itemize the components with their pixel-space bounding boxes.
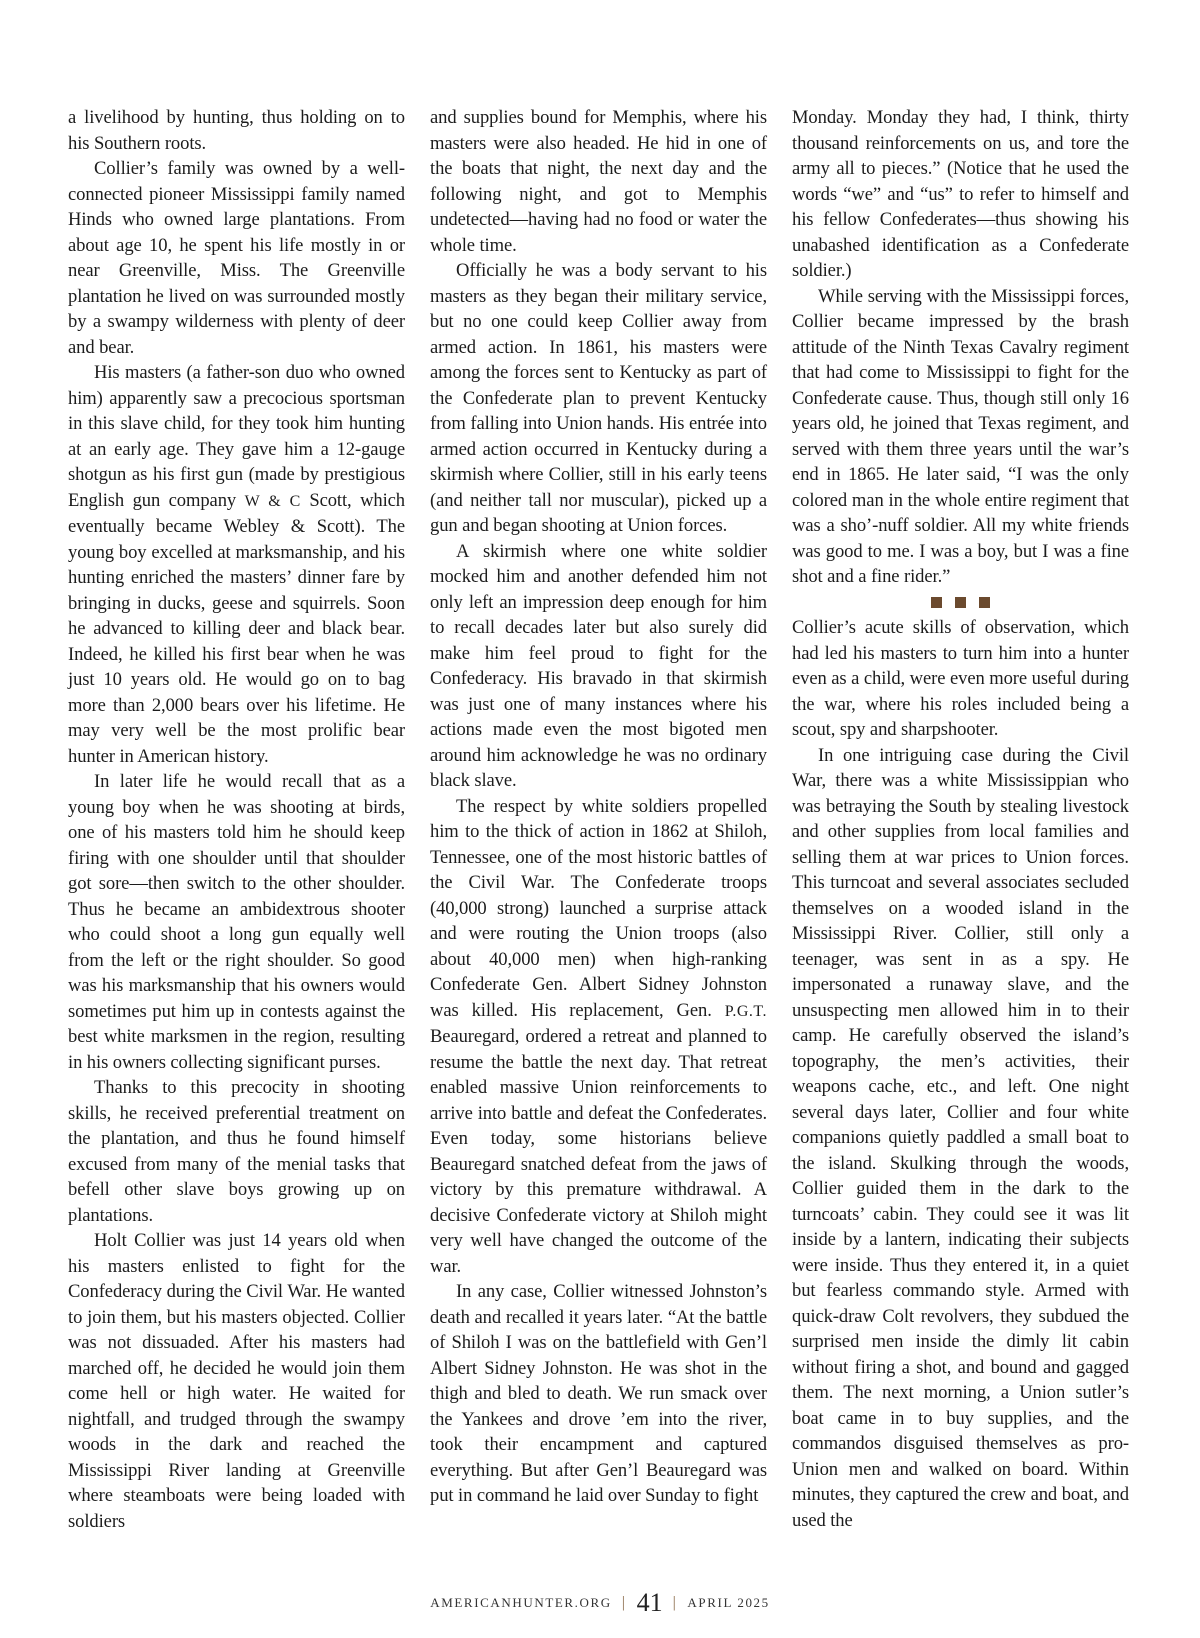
paragraph: In one intriguing case during the Civil War, there was a white Mississippian who was betraying the South by stealing livestock and other supplies from local families and selling them at war prices to Union forces. This turncoat and several associates secluded themselves on a wooded island in the Mississippi River. Collier, still only a teenager, was sent in as a spy. He impersonated a runaway slave, and the unsuspecting men allowed him in to their camp. He carefully observed the island’s topography, the men’s activities, their weapons cache, etc., and left. One night several days later, Collier and four white companions quietly paddled a small boat to the island. Skulking through the woods, Collier guided them in the dark to the turncoats’ cabin. They could see it was lit inside by a lantern, indicating their subjects were inside. Thus they entered it, in a quiet but fearless commando style. Armed with quick-draw Colt revolvers, they subdued the surprised men inside the dimly lit cabin without firing a shot, and bound and gagged them. The next morning, a Union sutler’s boat came in to buy supplies, and the commandos disguised themselves as pro-Union men and walked on board. Within minutes, they captured the crew and boat, and used the xyxy=(792,744,1129,1531)
paragraph: A skirmish where one white soldier mocked him and another defended him not only left an impression deep enough for him to recall decades later but also surely did make him feel proud to fight for the Confederacy. His bravado in that skirmish was just one of many instances where his actions made even the most bigoted men around him acknowledge he was no ordinary black slave. xyxy=(430,540,767,791)
paragraph: While serving with the Mississippi forces, Collier became impressed by the brash attitude of the Ninth Texas Cavalry regiment that had come to Mississippi to fight for the Confederate cause. Thus, though still only 16 years old, he joined that Texas regiment, and served with them three years until the war’s end in 1865. He later said, “I was the only colored man in the whole entire regiment that was a sho’-nuff soldier. All my white friends was good to me. I was a boy, but I was a fine shot and a fine rider.” xyxy=(792,285,1129,587)
paragraph: In any case, Collier witnessed Johnston’s death and recalled it years later. “At the battle of Shiloh I was on the battlefield with Gen’l Albert Sidney Johnston. He was shot in the thigh and bled to death. We run smack over the Yankees and drove ’em into the river, took their encampment and captured everything. But after Gen’l Beauregard was put in command he laid over Sunday to fight xyxy=(430,1281,767,1506)
text-run: The respect by white soldiers propelled him to the thick of action in 1862 at Shiloh, Tennessee, one of the most historic battles of the Civil War. The Confederate troops (40,000 strong) launched a surprise attack and were routing the Union troops (also about 40,000 men) when high-ranking Confederate Gen. Albert Sidney Johnston was killed. His replacement, Gen. xyxy=(430,795,767,1021)
footer-issue: APRIL 2025 xyxy=(687,1595,770,1610)
article-column-2 xyxy=(430,105,767,1509)
initials-smallcaps: P.G.T. xyxy=(724,1002,767,1020)
paragraph: Collier’s acute skills of observation, which had led his masters to turn him into a hunter even as a child, were even more useful during the war, where his roles included being a scout, spy and sharpshooter. xyxy=(792,617,1129,740)
text-run: His masters (a father-son duo who owned him) apparently saw a precocious sportsman in this slave child, for they took him hunting at an early age. They gave him a 12-gauge shotgun as his first gun (made by prestigious English gun company xyxy=(68,362,405,511)
paragraph: a livelihood by hunting, thus holding on to his Southern roots. xyxy=(68,107,405,154)
article-column-3 xyxy=(792,105,1129,1533)
page-number: 41 xyxy=(636,1588,663,1617)
paragraph: Officially he was a body servant to his masters as they began their military service, but no one could keep Collier away from armed action. In 1861, his masters were among the forces sent to Kentucky as part of the Confederate plan to prevent Kentucky from falling into Union hands. His entrée into armed action occurred in Kentucky during a skirmish where Collier, still in his early teens (and neither tall nor muscular), picked up a gun and began shooting at Union forces. xyxy=(430,260,767,536)
paragraph: Thanks to this precocity in shooting skills, he received preferential treatment on the plantation, and thus he found himself excused from many of the menial tasks that befell other slave boys growing up on plantations. xyxy=(68,1077,405,1226)
text-run: Scott, which eventually became Webley & Scott). The young boy excelled at marksmanship, and his hunting enriched the masters’ dinner fare by bringing in ducks, geese and squirrels. Soon he advanced to killing deer and black bear. Indeed, he killed his first bear when he was just 10 years old. He would go on to bag more than 2,000 bears over his lifetime. He may very well be the most prolific bear hunter in American history. xyxy=(68,489,406,767)
divider-square-icon xyxy=(979,597,990,608)
footer-separator: | xyxy=(672,1594,678,1611)
company-name-smallcaps: W & C xyxy=(244,492,301,510)
page-footer xyxy=(0,1588,1200,1618)
paragraph xyxy=(68,360,405,769)
divider-square-icon xyxy=(931,597,942,608)
article-column-1 xyxy=(68,105,405,1534)
paragraph: and supplies bound for Memphis, where his masters were also headed. He hid in one of the boats that night, the next day and the following night, and got to Memphis undetected—having had no food or water the whole time. xyxy=(430,107,767,256)
paragraph: In later life he would recall that as a young boy when he was shooting at birds, one of his masters told him he should keep firing with one shoulder until that shoulder got sore—then switch to the other shoulder. Thus he became an ambidextrous shooter who could shoot a long gun equally well from the left or the right shoulder. So good was his marksmanship that his owners would sometimes put him up in contests against the best white marksmen in the region, resulting in his owners collecting significant purses. xyxy=(68,771,405,1073)
divider-square-icon xyxy=(955,597,966,608)
paragraph xyxy=(430,794,767,1280)
paragraph xyxy=(68,156,405,360)
section-divider xyxy=(792,590,1129,616)
footer-site: AMERICANHUNTER.ORG xyxy=(430,1595,612,1610)
footer-separator: | xyxy=(621,1594,627,1611)
paragraph: Holt Collier was just 14 years old when his masters enlisted to fight for the Confederacy during the Civil War. He wanted to join them, but his masters objected. Collier was not dissuaded. After his masters had marched off, he decided he would join them come hell or high water. He waited for nightfall, and trudged through the swampy woods in the dark and reached the Mississippi River landing at Greenville where steamboats were being loaded with soldiers xyxy=(68,1230,405,1532)
text-run: Beauregard, ordered a retreat and planned to resume the battle the next day. That retreat enabled massive Union reinforcements to arrive into battle and defeat the Confederates. Even today, some historians believe Beauregard snatched defeat from the jaws of victory by this premature withdrawal. A decisive Confederate victory at Shiloh might very well have changed the outcome of the war. xyxy=(430,1026,767,1277)
paragraph: Monday. Monday they had, I think, thirty thousand reinforcements on us, and tore the army all to pieces.” (Notice that he used the words “we” and “us” to refer to himself and his fellow Confederates—thus showing his unabashed identification as a Confederate soldier.) xyxy=(792,107,1129,281)
text-run: Collier’s family was owned by a well-connected pioneer Mississippi family named Hinds who owned large plantations. From about age 10, he spent his life mostly in or near Greenville, Miss. The Greenville plantation he lived on was surrounded mostly by a swampy wilderness with plenty of deer and bear. xyxy=(68,158,405,358)
